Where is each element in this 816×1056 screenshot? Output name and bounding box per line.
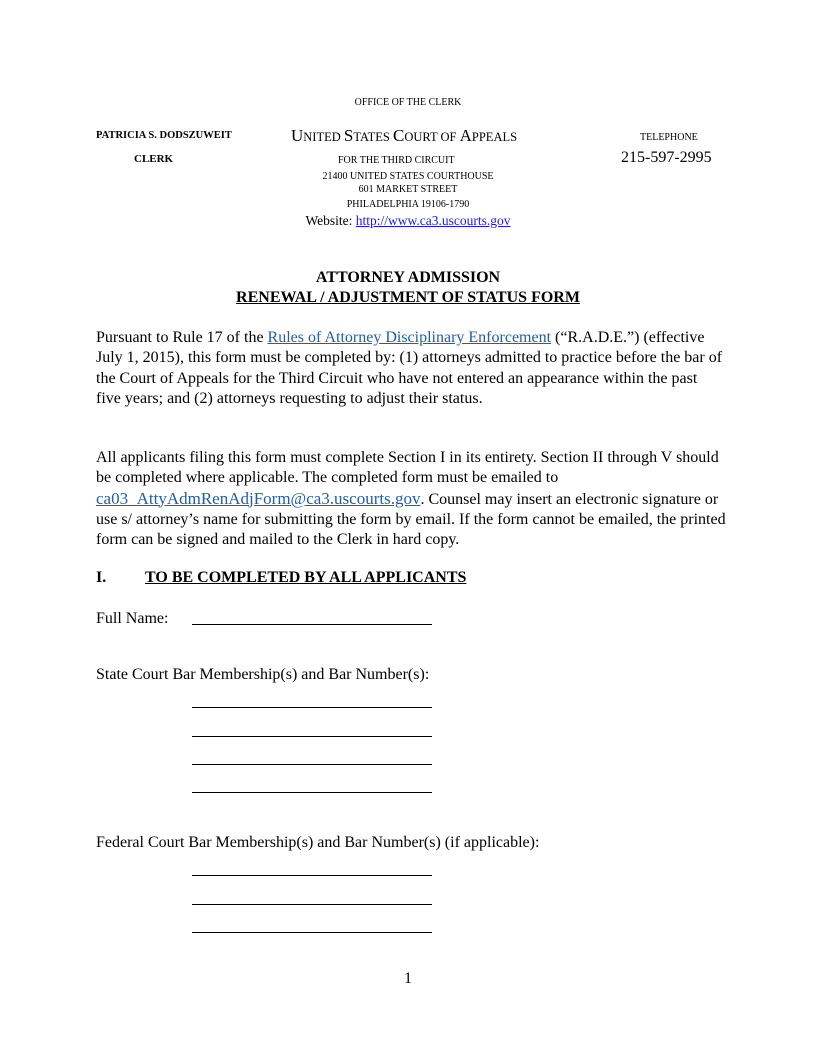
federal-bar-field-2[interactable] <box>192 904 432 905</box>
federal-bar-label: Federal Court Bar Membership(s) and Bar Number(s) (if applicable): <box>96 834 540 851</box>
state-bar-field-1[interactable] <box>192 707 432 708</box>
state-bar-label: State Court Bar Membership(s) and Bar Number(s): <box>96 666 430 683</box>
section-number: I. <box>96 569 107 586</box>
court-name: UNITED STATES COURT OF APPEALS <box>291 126 518 145</box>
page-number: 1 <box>404 970 412 987</box>
form-title <box>0 268 816 308</box>
website-link[interactable]: http://www.ca3.uscourts.gov <box>355 213 511 228</box>
federal-bar-field-3[interactable] <box>192 932 432 933</box>
section-heading: TO BE COMPLETED BY ALL APPLICANTS <box>145 569 467 586</box>
state-bar-field-4[interactable] <box>192 792 432 793</box>
website-line: Website: http://www.ca3.uscourts.gov <box>305 213 511 228</box>
state-bar-field-3[interactable] <box>192 764 432 765</box>
instructions-paragraph: All applicants filing this form must complete Section I in its entirety. Section II through V should be completed where applicable. The completed form must be emailed to ca03_AttyAdmRenAdjForm@ca3.uscourts.gov. Counsel may insert an electronic signature or use s/ attorney’s name for submitting the form by email. If the form cannot be emailed, the printed form can be signed and mailed to the Clerk in hard copy. <box>96 449 726 549</box>
office-of-clerk: OFFICE OF THE CLERK <box>354 97 462 108</box>
rade-link[interactable]: Rules of Attorney Disciplinary Enforcement <box>267 329 552 346</box>
email-link[interactable]: ca03_AttyAdmRenAdjForm@ca3.uscourts.gov <box>96 488 421 508</box>
clerk-name: PATRICIA S. DODSZUWEIT <box>96 130 232 141</box>
telephone-number: 215-597-2995 <box>621 149 712 166</box>
state-bar-field-2[interactable] <box>192 736 432 737</box>
form-title-line2: RENEWAL / ADJUSTMENT OF STATUS FORM <box>236 289 580 306</box>
telephone-label: TELEPHONE <box>640 132 698 143</box>
form-title-line1: ATTORNEY ADMISSION <box>315 269 501 286</box>
court-address: 21400 UNITED STATES COURTHOUSE 601 MARKET STREET PHILADELPHIA 19106-1790 <box>322 171 494 210</box>
federal-bar-field-1[interactable] <box>192 875 432 876</box>
full-name-field[interactable] <box>192 624 432 625</box>
intro-paragraph: Pursuant to Rule 17 of the Rules of Attorney Disciplinary Enforcement (“R.A.D.E.”) (effective July 1, 2015), this form must be completed by: (1) attorneys admitted to practice before the bar of the Court of Appeals for the Third Circuit who have not entered an appearance within the past five years; and (2) attorneys requesting to adjust their status. <box>96 329 723 407</box>
full-name-label: Full Name: <box>96 610 169 627</box>
clerk-title: CLERK <box>134 153 174 165</box>
circuit-name: FOR THE THIRD CIRCUIT <box>338 155 455 166</box>
